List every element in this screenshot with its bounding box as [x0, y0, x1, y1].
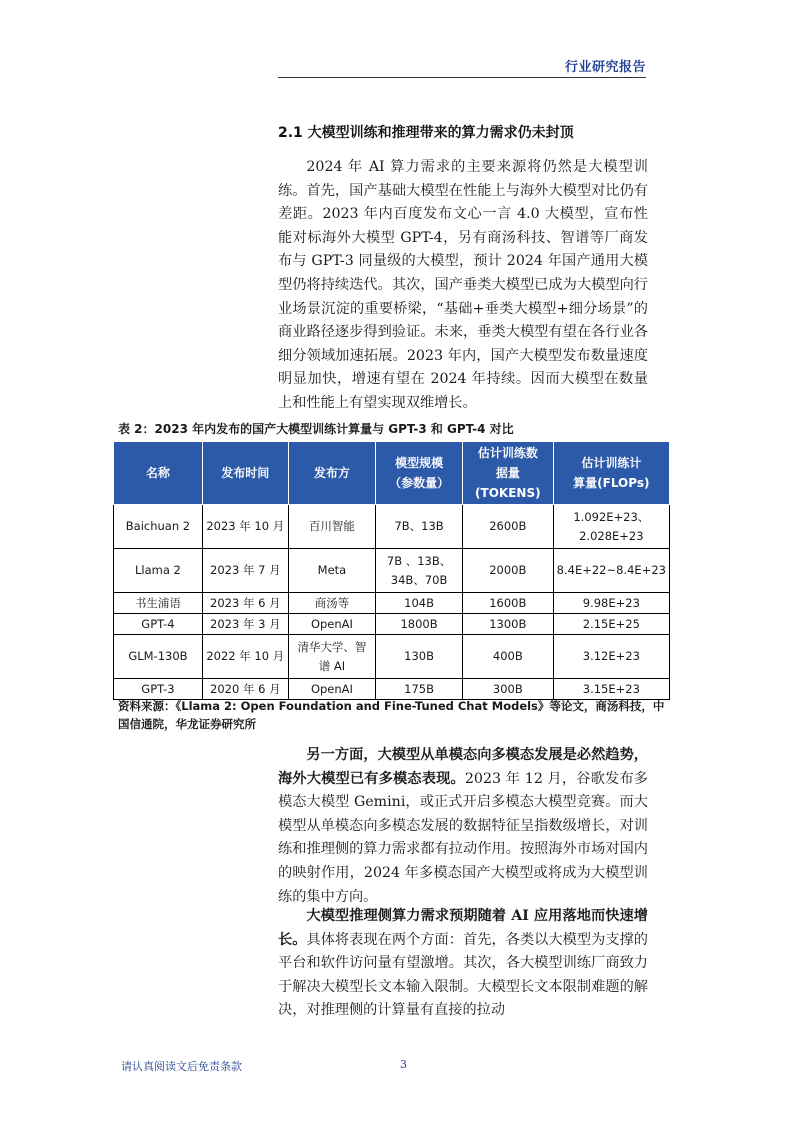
cell-date: 2023 年 6 月	[202, 593, 288, 614]
header-flops-line2: 算量(FLOPs)	[573, 476, 650, 490]
section-heading: 2.1 大模型训练和推理带来的算力需求仍未封顶	[278, 125, 574, 141]
table-header-row	[114, 442, 670, 505]
cell-flops: 2.15E+25	[553, 614, 669, 635]
cell-publisher: OpenAI	[288, 614, 375, 635]
cell-name: GLM-130B	[114, 635, 203, 679]
cell-tokens: 2600B	[462, 505, 553, 549]
header-divider	[278, 77, 646, 78]
cell-tokens: 2000B	[462, 549, 553, 593]
cell-flops: 3.15E+23	[553, 679, 669, 700]
header-flops-line1: 估计训练计	[581, 456, 642, 470]
table-row	[114, 593, 670, 614]
paragraph-training-demand: 2024 年 AI 算力需求的主要来源将仍然是大模型训练。首先，国产基础大模型在性能上与海外大模型对比仍有差距。2023 年内百度发布文心一言 4.0 大模型，宣布性能对标海外大模型 GPT-4，另有商汤科技、智谱等厂商发布与 GPT-3 同量级的大模型，预计 2024 年国产通用大模型仍将持续迭代。其次，国产垂类大模型已成为大模型向行业场景沉淀的重要桥梁，“基础+垂类大模型+细分场景”的商业路径逐步得到验证。未来，垂类大模型有望在各行业各细分领域加速拓展。2023 年内，国产大模型发布数量速度明显加快，增速有望在 2024 年持续。因而大模型在数量上和性能上有望实现双维增长。	[278, 159, 648, 411]
header-date: 发布时间	[202, 442, 288, 505]
cell-date: 2022 年 10 月	[202, 635, 288, 679]
table-row	[114, 549, 670, 593]
cell-tokens: 1600B	[462, 593, 553, 614]
cell-params: 1800B	[376, 614, 463, 635]
header-params-line1: 模型规模	[395, 456, 444, 470]
header-params	[376, 442, 463, 505]
table-row	[114, 635, 670, 679]
paragraph-multimodal-body: 2023 年 12 月，谷歌发布多模态大模型 Gemini，或正式开启多模态大模型竞赛。而大模型从单模态向多模态发展的数据特征呈指数级增长，对训练和推理侧的算力需求都有拉动作用。按照海外市场对国内的映射作用，2024 年多模态国产大模型或将成为大模型训练的集中方向。	[278, 770, 648, 905]
cell-tokens: 400B	[462, 635, 553, 679]
cell-flops: 8.4E+22~8.4E+23	[553, 549, 669, 593]
paragraph-multimodal	[278, 744, 648, 909]
table-caption: 表 2：2023 年内发布的国产大模型训练计算量与 GPT-3 和 GPT-4 对比	[118, 422, 514, 436]
cell-name: Llama 2	[114, 549, 203, 593]
cell-date: 2020 年 6 月	[202, 679, 288, 700]
cell-publisher: 百川智能	[288, 505, 375, 549]
header-params-line2: （参数量）	[389, 476, 450, 490]
header-tokens-line2: 据量	[495, 466, 520, 480]
cell-params: 7B 、13B、34B、70B	[376, 549, 463, 593]
header-publisher: 发布方	[288, 442, 375, 505]
cell-params: 7B、13B	[376, 505, 463, 549]
header-name: 名称	[114, 442, 203, 505]
model-compute-table	[113, 441, 670, 700]
cell-params: 104B	[376, 593, 463, 614]
cell-date: 2023 年 10 月	[202, 505, 288, 549]
cell-params: 175B	[376, 679, 463, 700]
paragraph-inference-body: 具体将表现在两个方面：首先，各类以大模型为支撑的平台和软件访问量有望激增。其次，各大模型训练厂商致力于解决大模型长文本输入限制。大模型长文本限制难题的解决，对推理侧的计算量有直接的拉动	[278, 931, 648, 1019]
table-row	[114, 614, 670, 635]
cell-publisher: 清华大学、智谱 AI	[288, 635, 375, 679]
cell-publisher: Meta	[288, 549, 375, 593]
cell-name: GPT-3	[114, 679, 203, 700]
cell-name: GPT-4	[114, 614, 203, 635]
cell-date: 2023 年 7 月	[202, 549, 288, 593]
header-tokens-line1: 估计训练数	[477, 446, 538, 460]
cell-tokens: 300B	[462, 679, 553, 700]
paragraph-inference-lead: 大模型推理侧算力需求预期随着 AI 应用落地而快速增长。	[278, 908, 648, 948]
cell-name: 书生浦语	[114, 593, 203, 614]
page-number: 3	[400, 1058, 407, 1071]
cell-date: 2023 年 3 月	[202, 614, 288, 635]
header-flops	[553, 442, 669, 505]
cell-publisher: OpenAI	[288, 679, 375, 700]
table-source-note: 资料来源：《Llama 2: Open Foundation and Fine-Tuned Chat Models》等论文，商汤科技，中国信通院，华龙证券研究所	[118, 699, 665, 731]
table-row	[114, 505, 670, 549]
cell-flops: 3.12E+23	[553, 635, 669, 679]
report-header-title: 行业研究报告	[564, 60, 646, 75]
cell-flops: 9.98E+23	[553, 593, 669, 614]
cell-name: Baichuan 2	[114, 505, 203, 549]
header-tokens-line3: (TOKENS)	[475, 486, 541, 500]
paragraph-inference	[278, 905, 648, 1023]
footer-disclaimer: 请认真阅读文后免责条款	[121, 1060, 242, 1073]
cell-publisher: 商汤等	[288, 593, 375, 614]
cell-flops: 1.092E+23、2.028E+23	[553, 505, 669, 549]
paragraph-multimodal-lead: 另一方面，大模型从单模态向多模态发展是必然趋势，海外大模型已有多模态表现。	[278, 747, 648, 787]
header-tokens	[462, 442, 553, 505]
cell-tokens: 1300B	[462, 614, 553, 635]
cell-params: 130B	[376, 635, 463, 679]
